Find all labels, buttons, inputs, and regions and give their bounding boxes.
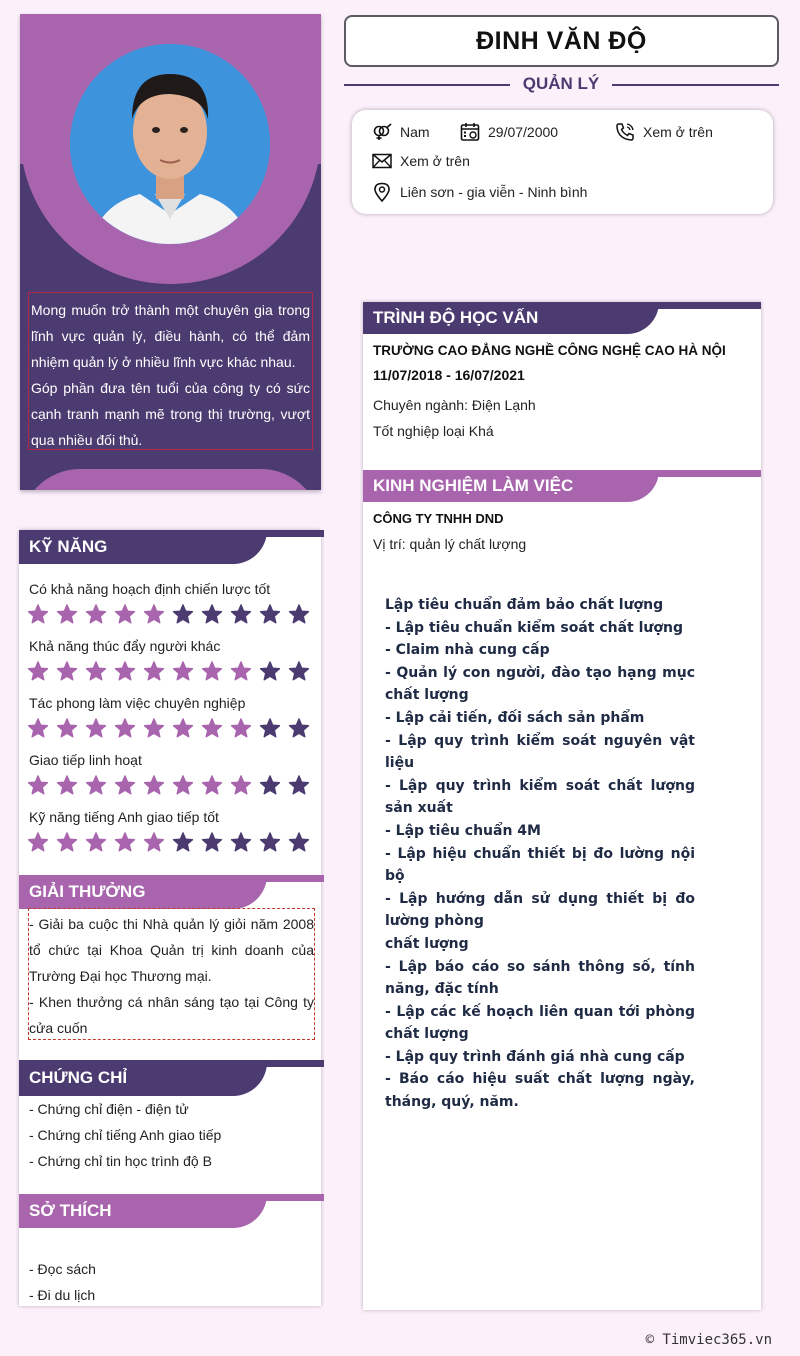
star-filled-icon <box>172 661 194 681</box>
duty-item: - Quản lý con người, đào tạo hạng mục chất lượng <box>385 664 695 704</box>
section-title: GIẢI THƯỞNG <box>29 882 146 901</box>
star-filled-icon <box>114 604 136 624</box>
certificate-item: - Chứng chỉ tin học trình độ B <box>29 1153 212 1169</box>
section-title: SỞ THÍCH <box>29 1201 112 1220</box>
dob-value: 29/07/2000 <box>488 124 559 140</box>
star-filled-icon <box>230 718 252 738</box>
duty-item: - Lập quy trình kiểm soát chất lượng sản xuất <box>385 777 695 817</box>
email-item <box>372 153 470 169</box>
mail-icon <box>372 153 392 169</box>
duty-item: - Lập cải tiến, đối sách sản phẩm <box>385 709 645 726</box>
hobbies-header <box>19 1194 321 1226</box>
star-filled-icon <box>143 832 165 852</box>
star-filled-icon <box>27 661 49 681</box>
star-empty-icon <box>288 604 310 624</box>
duty-item: - Lập quy trình đánh giá nhà cung cấp <box>385 1048 685 1065</box>
company-name: CÔNG TY TNHH DND <box>373 511 504 526</box>
star-filled-icon <box>27 775 49 795</box>
name-box <box>344 15 779 67</box>
skill-name: Giao tiếp linh hoạt <box>29 752 142 768</box>
awards-header <box>19 875 321 907</box>
certificate-item: - Chứng chỉ điện - điện tử <box>29 1101 189 1117</box>
star-filled-icon <box>85 604 107 624</box>
star-filled-icon <box>85 832 107 852</box>
star-filled-icon <box>85 718 107 738</box>
skill-rating <box>27 832 310 852</box>
gender-icon <box>372 123 392 141</box>
avatar <box>70 44 270 244</box>
objective-paragraph: Góp phần đưa tên tuổi của công ty có sức cạnh tranh mạnh mẽ trong thị trường, vượt qua nhiều đối thủ. <box>31 380 310 448</box>
star-filled-icon <box>56 832 78 852</box>
school-name: TRƯỜNG CAO ĐẲNG NGHỀ CÔNG NGHỆ CAO HÀ NỘI <box>373 343 726 358</box>
star-empty-icon <box>259 604 281 624</box>
star-empty-icon <box>201 832 223 852</box>
study-period: 11/07/2018 - 16/07/2021 <box>373 367 525 383</box>
star-filled-icon <box>114 661 136 681</box>
star-filled-icon <box>85 661 107 681</box>
experience-header <box>363 470 761 502</box>
duty-item: - Báo cáo hiệu suất chất lượng ngày, tháng, quý, năm. <box>385 1071 695 1111</box>
star-filled-icon <box>85 775 107 795</box>
star-empty-icon <box>288 718 310 738</box>
section-title: CHỨNG CHỈ <box>29 1068 128 1087</box>
duty-item: - Lập tiêu chuẩn kiểm soát chất lượng <box>385 619 683 636</box>
star-filled-icon <box>201 718 223 738</box>
duty-item: - Lập báo cáo so sánh thông số, tính năng, đặc tính <box>385 958 695 998</box>
side-column <box>19 530 321 1306</box>
star-filled-icon <box>27 718 49 738</box>
career-objective <box>28 292 313 450</box>
award-item: - Khen thưởng cá nhân sáng tạo tại Công ty cửa cuốn <box>29 994 314 1036</box>
star-filled-icon <box>230 661 252 681</box>
gender-value: Nam <box>400 124 430 140</box>
section-title: KỸ NĂNG <box>29 537 108 556</box>
skill-name: Tác phong làm việc chuyên nghiệp <box>29 695 246 711</box>
award-item: - Giải ba cuộc thi Nhà quản lý giỏi năm 2008 tổ chức tại Khoa Quản trị kinh doanh của Trường Đại học Thương mại. <box>29 916 314 984</box>
duty-item: - Lập các kế hoạch liên quan tới phòng chất lượng <box>385 1003 695 1043</box>
duty-item: - Claim nhà cung cấp <box>385 642 550 659</box>
star-filled-icon <box>56 775 78 795</box>
location-icon <box>372 182 392 202</box>
star-filled-icon <box>143 661 165 681</box>
address-value: Liên sơn - gia viễn - Ninh bình <box>400 184 588 200</box>
star-filled-icon <box>114 718 136 738</box>
duty-item: Lập tiêu chuẩn đảm bảo chất lượng <box>385 597 664 613</box>
star-empty-icon <box>259 832 281 852</box>
star-filled-icon <box>172 775 194 795</box>
star-empty-icon <box>259 661 281 681</box>
skill-rating <box>27 661 310 681</box>
star-empty-icon <box>172 832 194 852</box>
skill-name: Kỹ năng tiếng Anh giao tiếp tốt <box>29 809 219 825</box>
avatar-photo <box>70 44 270 244</box>
star-filled-icon <box>56 604 78 624</box>
main-column <box>363 302 761 1310</box>
skill-rating <box>27 775 310 795</box>
star-empty-icon <box>288 832 310 852</box>
skill-name: Khả năng thúc đẩy người khác <box>29 638 221 654</box>
star-filled-icon <box>230 775 252 795</box>
skills-header <box>19 530 321 562</box>
address-item <box>372 182 587 202</box>
duty-item: - Lập quy trình kiểm soát nguyên vật liệu <box>385 732 695 772</box>
phone-value: Xem ở trên <box>643 124 713 140</box>
star-empty-icon <box>288 775 310 795</box>
gender-item <box>372 123 430 141</box>
duty-item: - Lập hướng dẫn sử dụng thiết bị đo lường phòng <box>385 890 695 930</box>
certificates-header <box>19 1060 321 1092</box>
contact-info <box>352 110 773 214</box>
star-filled-icon <box>114 775 136 795</box>
duties-list <box>385 594 695 1114</box>
hobby-item: - Đi du lịch <box>29 1287 96 1303</box>
phone-item <box>615 122 713 142</box>
education-header <box>363 302 761 334</box>
star-filled-icon <box>27 832 49 852</box>
duty-item: - Lập tiêu chuẩn 4M <box>385 822 541 839</box>
section-title: KINH NGHIỆM LÀM VIỆC <box>373 476 574 495</box>
star-empty-icon <box>172 604 194 624</box>
duty-item: chất lượng <box>385 935 469 952</box>
star-filled-icon <box>56 661 78 681</box>
hobby-item: - Đọc sách <box>29 1261 96 1277</box>
copyright-footer: © Timviec365.vn <box>645 1332 772 1348</box>
calendar-icon <box>460 122 480 142</box>
skill-rating <box>27 604 310 624</box>
position: Vị trí: quản lý chất lượng <box>373 536 527 552</box>
phone-icon <box>615 122 635 142</box>
star-filled-icon <box>56 718 78 738</box>
awards-list <box>28 908 315 1040</box>
star-filled-icon <box>201 775 223 795</box>
star-empty-icon <box>259 718 281 738</box>
star-empty-icon <box>288 661 310 681</box>
star-filled-icon <box>143 604 165 624</box>
major: Chuyên ngành: Điện Lạnh <box>373 397 536 413</box>
skill-name: Có khả năng hoạch định chiến lược tốt <box>29 581 271 597</box>
star-empty-icon <box>230 832 252 852</box>
star-filled-icon <box>172 718 194 738</box>
objective-paragraph: Mong muốn trở thành một chuyên gia trong lĩnh vực quản lý, điều hành, có thể đảm nhiệm quản lý ở nhiều lĩnh vực khác nhau. <box>31 302 310 370</box>
star-empty-icon <box>201 604 223 624</box>
email-value: Xem ở trên <box>400 153 470 169</box>
divider <box>612 84 779 86</box>
section-title: TRÌNH ĐỘ HỌC VẤN <box>373 308 539 327</box>
divider <box>344 84 510 86</box>
star-filled-icon <box>143 718 165 738</box>
star-filled-icon <box>27 604 49 624</box>
dob-item <box>460 122 558 142</box>
skill-rating <box>27 718 310 738</box>
star-empty-icon <box>259 775 281 795</box>
star-filled-icon <box>114 832 136 852</box>
star-empty-icon <box>230 604 252 624</box>
graduation-grade: Tốt nghiệp loại Khá <box>373 423 494 439</box>
profile-card <box>20 14 321 490</box>
certificate-item: - Chứng chỉ tiếng Anh giao tiếp <box>29 1127 222 1143</box>
duty-item: - Lập hiệu chuẩn thiết bị đo lường nội bộ <box>385 845 695 885</box>
full-name: ĐINH VĂN ĐỘ <box>476 26 647 55</box>
star-filled-icon <box>201 661 223 681</box>
job-title: QUẢN LÝ <box>522 74 600 93</box>
star-filled-icon <box>143 775 165 795</box>
